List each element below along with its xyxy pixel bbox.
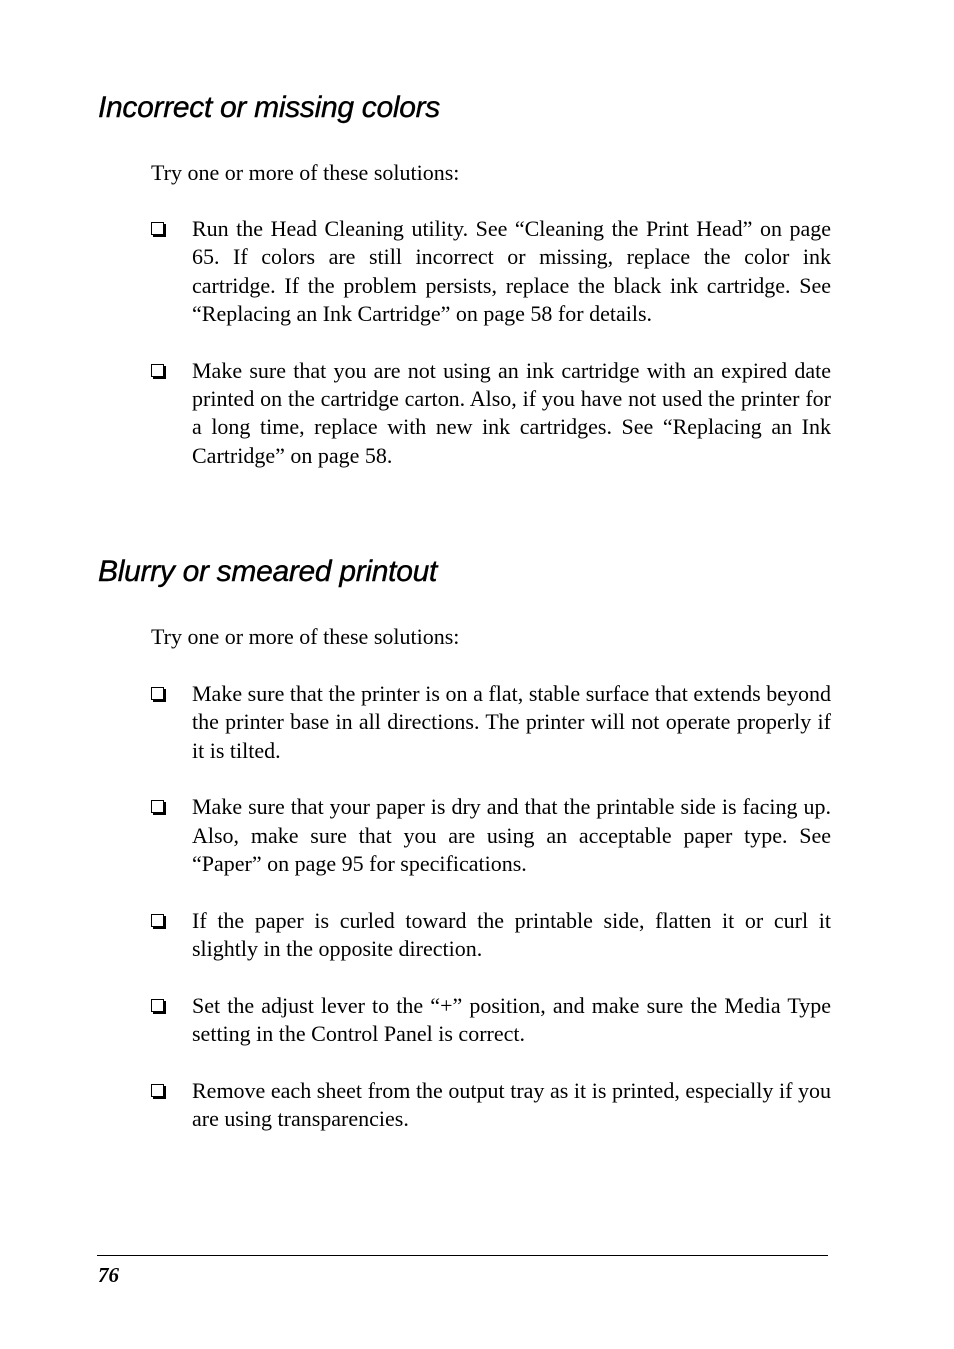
- list-item-text: Make sure that you are not using an ink cartridge with an expired date printed on the cartridge carton. Also, if you have not used the printer for a long time, replace with new ink cartridges. See “Replacing an Ink Cartridge” on page 58.: [192, 357, 831, 468]
- list-item-text: Run the Head Cleaning utility. See “Cleaning the Print Head” on page 65. If colors are still incorrect or missing, replace the color ink cartridge. If the problem persists, replace the black ink cartridge. See “Replacing an Ink Cartridge” on page 58 for details.: [192, 216, 831, 326]
- list-item: [151, 1077, 831, 1134]
- list-item-text: Remove each sheet from the output tray as it is printed, especially if you are using transparencies.: [192, 1077, 831, 1132]
- section-intro: Try one or more of these solutions:: [151, 624, 460, 649]
- checkbox-bullet-icon: [151, 1084, 164, 1097]
- list-item: [151, 793, 831, 878]
- checkbox-bullet-icon: [151, 364, 164, 377]
- solutions-list-colors: [151, 215, 831, 470]
- list-item: [151, 680, 831, 765]
- list-item-text: Make sure that your paper is dry and that the printable side is facing up. Also, make sure that you are using an acceptable paper type. See “Paper” on page 95 for specifications.: [192, 794, 831, 876]
- page-number: 76: [98, 1263, 119, 1287]
- checkbox-bullet-icon: [151, 222, 164, 235]
- section-heading-blurry-printout: Blurry or smeared printout: [98, 555, 438, 588]
- list-item: [151, 992, 831, 1049]
- checkbox-bullet-icon: [151, 800, 164, 813]
- checkbox-bullet-icon: [151, 687, 164, 700]
- checkbox-bullet-icon: [151, 999, 164, 1012]
- solutions-list-blurry: [151, 680, 831, 1134]
- section-heading-incorrect-colors: Incorrect or missing colors: [98, 91, 440, 124]
- list-item: [151, 357, 831, 470]
- list-item-text: If the paper is curled toward the printable side, flatten it or curl it slightly in the opposite direction.: [192, 907, 831, 962]
- section-intro: Try one or more of these solutions:: [151, 160, 460, 185]
- footer-divider: [97, 1255, 828, 1256]
- list-item: [151, 215, 831, 328]
- checkbox-bullet-icon: [151, 914, 164, 927]
- list-item-text: Set the adjust lever to the “+” position, and make sure the Media Type setting in the Control Panel is correct.: [192, 992, 831, 1047]
- list-item: [151, 907, 831, 964]
- list-item-text: Make sure that the printer is on a flat, stable surface that extends beyond the printer base in all directions. The printer will not operate properly if it is tilted.: [192, 681, 831, 763]
